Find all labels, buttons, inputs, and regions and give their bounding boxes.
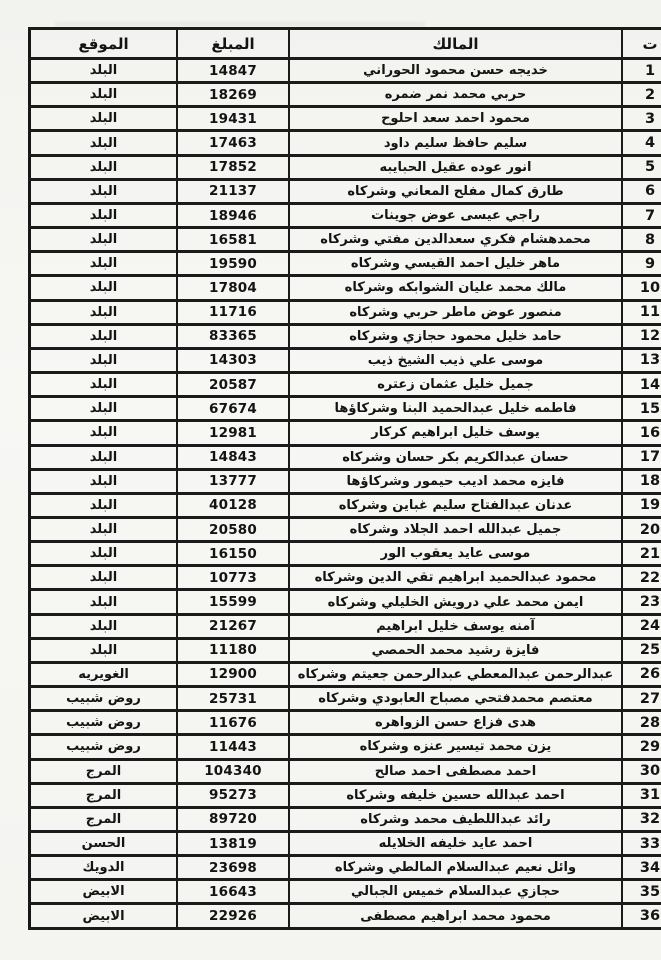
cell-owner: طارق كمال مفلح المعاني وشركاه — [289, 179, 622, 203]
cell-owner: فاطمه خليل عبدالحميد البنا وشركاؤها — [289, 397, 622, 421]
table-row — [30, 373, 661, 397]
table-row — [30, 300, 661, 324]
cell-index: 11 — [622, 300, 661, 324]
table-row — [30, 324, 661, 348]
table-row — [30, 904, 661, 929]
cell-amount: 17852 — [177, 155, 289, 179]
cell-location: الحسن — [30, 832, 178, 856]
table-row — [30, 687, 661, 711]
cell-index: 8 — [622, 228, 661, 252]
table-row — [30, 783, 661, 807]
cell-location: الدويك — [30, 856, 178, 880]
cell-index: 15 — [622, 397, 661, 421]
cell-location: روض شبيب — [30, 687, 178, 711]
cell-owner: جميل عبدالله احمد الجلاد وشركاه — [289, 517, 622, 541]
cell-amount: 89720 — [177, 807, 289, 831]
cell-location: المرج — [30, 783, 178, 807]
cell-owner: راجي عيسى عوض جوينات — [289, 203, 622, 227]
cell-owner: حامد خليل محمود حجازي وشركاه — [289, 324, 622, 348]
cell-amount: 17804 — [177, 276, 289, 300]
cell-amount: 14303 — [177, 348, 289, 372]
cell-amount: 40128 — [177, 493, 289, 517]
table-row — [30, 179, 661, 203]
cell-amount: 12981 — [177, 421, 289, 445]
cell-owner: سليم حافظ سليم داود — [289, 131, 622, 155]
cell-owner: عبدالرحمن عبدالمعطي عبدالرحمن جعيتم وشركاه — [289, 662, 622, 686]
cell-location: البلد — [30, 469, 178, 493]
header-location: الموقع — [30, 29, 178, 59]
cell-owner: حربي محمد نمر ضمره — [289, 83, 622, 107]
cell-amount: 19590 — [177, 252, 289, 276]
cell-location: البلد — [30, 252, 178, 276]
table-row — [30, 59, 661, 83]
cell-owner: رائد عبداللطيف محمد وشركاه — [289, 807, 622, 831]
cell-amount: 11180 — [177, 638, 289, 662]
table-row — [30, 807, 661, 831]
table-row — [30, 203, 661, 227]
cell-location: البلد — [30, 203, 178, 227]
table-row — [30, 517, 661, 541]
cell-amount: 104340 — [177, 759, 289, 783]
table-row — [30, 252, 661, 276]
cell-amount: 20587 — [177, 373, 289, 397]
cell-location: البلد — [30, 542, 178, 566]
cell-amount: 20580 — [177, 517, 289, 541]
cell-location: المرج — [30, 759, 178, 783]
cell-index: 22 — [622, 566, 661, 590]
cell-amount: 16643 — [177, 880, 289, 904]
cell-index: 35 — [622, 880, 661, 904]
cell-amount: 11716 — [177, 300, 289, 324]
cell-owner: خديجه حسن محمود الحوراني — [289, 59, 622, 83]
cell-index: 16 — [622, 421, 661, 445]
cell-index: 31 — [622, 783, 661, 807]
cell-location: البلد — [30, 131, 178, 155]
cell-owner: محمود عبدالحميد ابراهيم تقي الدين وشركاه — [289, 566, 622, 590]
cell-index: 36 — [622, 904, 661, 929]
cell-location: البلد — [30, 228, 178, 252]
cell-amount: 16150 — [177, 542, 289, 566]
table-row — [30, 131, 661, 155]
cell-owner: معتصم محمدفتحي مصباح العابودي وشركاه — [289, 687, 622, 711]
cell-index: 30 — [622, 759, 661, 783]
cell-amount: 16581 — [177, 228, 289, 252]
cell-index: 2 — [622, 83, 661, 107]
table-body — [30, 59, 661, 929]
header-owner: المالك — [289, 29, 622, 59]
cell-amount: 11443 — [177, 735, 289, 759]
cell-location: روض شبيب — [30, 711, 178, 735]
header-index: ت — [622, 29, 661, 59]
cell-amount: 67674 — [177, 397, 289, 421]
cell-index: 9 — [622, 252, 661, 276]
cell-owner: مالك محمد عليان الشوابكه وشركاه — [289, 276, 622, 300]
cell-owner: محمود محمد ابراهيم مصطفى — [289, 904, 622, 929]
table-row — [30, 832, 661, 856]
table-row — [30, 445, 661, 469]
cell-amount: 25731 — [177, 687, 289, 711]
cell-location: الابيض — [30, 904, 178, 929]
cell-owner: انور عوده عقيل الحبايبه — [289, 155, 622, 179]
cell-owner: جميل خليل عثمان زعتره — [289, 373, 622, 397]
table-row — [30, 107, 661, 131]
cell-index: 33 — [622, 832, 661, 856]
table-row — [30, 421, 661, 445]
cell-owner: آمنه يوسف خليل ابراهيم — [289, 614, 622, 638]
cell-index: 17 — [622, 445, 661, 469]
cell-location: البلد — [30, 107, 178, 131]
cell-owner: احمد عبدالله حسين خليفه وشركاه — [289, 783, 622, 807]
cell-index: 5 — [622, 155, 661, 179]
cell-index: 26 — [622, 662, 661, 686]
table-row — [30, 83, 661, 107]
cell-location: البلد — [30, 517, 178, 541]
header-row — [30, 29, 661, 59]
table-row — [30, 614, 661, 638]
cell-index: 10 — [622, 276, 661, 300]
cell-location: البلد — [30, 566, 178, 590]
table-row — [30, 469, 661, 493]
cell-owner: هدى فزاع حسن الزواهره — [289, 711, 622, 735]
cell-index: 19 — [622, 493, 661, 517]
cell-index: 24 — [622, 614, 661, 638]
cell-amount: 83365 — [177, 324, 289, 348]
cell-owner: يزن محمد تيسير عنزه وشركاه — [289, 735, 622, 759]
cell-index: 3 — [622, 107, 661, 131]
cell-amount: 21137 — [177, 179, 289, 203]
table-header — [30, 29, 661, 59]
cell-index: 18 — [622, 469, 661, 493]
cell-location: البلد — [30, 83, 178, 107]
cell-location: البلد — [30, 59, 178, 83]
scan-artifact — [55, 22, 425, 26]
cell-location: البلد — [30, 421, 178, 445]
cell-owner: محمدهشام فكري سعدالدين مفتي وشركاه — [289, 228, 622, 252]
cell-amount: 10773 — [177, 566, 289, 590]
cell-location: البلد — [30, 493, 178, 517]
cell-amount: 19431 — [177, 107, 289, 131]
cell-owner: ماهر خليل احمد القيسي وشركاه — [289, 252, 622, 276]
owners-table — [28, 27, 661, 930]
cell-owner: فايزة رشيد محمد الحمصي — [289, 638, 622, 662]
cell-amount: 21267 — [177, 614, 289, 638]
header-amount: المبلغ — [177, 29, 289, 59]
cell-location: البلد — [30, 373, 178, 397]
cell-location: المرج — [30, 807, 178, 831]
cell-amount: 14847 — [177, 59, 289, 83]
cell-location: البلد — [30, 445, 178, 469]
cell-owner: موسى عايد يعقوب الور — [289, 542, 622, 566]
cell-index: 34 — [622, 856, 661, 880]
table-row — [30, 276, 661, 300]
cell-amount: 17463 — [177, 131, 289, 155]
cell-amount: 22926 — [177, 904, 289, 929]
cell-index: 20 — [622, 517, 661, 541]
table-row — [30, 493, 661, 517]
cell-location: البلد — [30, 397, 178, 421]
cell-index: 28 — [622, 711, 661, 735]
cell-amount: 12900 — [177, 662, 289, 686]
cell-index: 25 — [622, 638, 661, 662]
cell-location: الغويريه — [30, 662, 178, 686]
cell-amount: 95273 — [177, 783, 289, 807]
cell-index: 29 — [622, 735, 661, 759]
cell-owner: احمد عايد خليفه الخلايله — [289, 832, 622, 856]
table-row — [30, 638, 661, 662]
cell-amount: 18946 — [177, 203, 289, 227]
cell-owner: فايزه محمد اديب حيمور وشركاؤها — [289, 469, 622, 493]
cell-location: البلد — [30, 324, 178, 348]
cell-location: الابيض — [30, 880, 178, 904]
cell-owner: منصور عوض ماطر حربي وشركاه — [289, 300, 622, 324]
cell-index: 14 — [622, 373, 661, 397]
cell-owner: ايمن محمد علي درويش الخليلي وشركاه — [289, 590, 622, 614]
table-row — [30, 711, 661, 735]
cell-amount: 13819 — [177, 832, 289, 856]
table-row — [30, 155, 661, 179]
cell-index: 23 — [622, 590, 661, 614]
table-row — [30, 662, 661, 686]
cell-location: البلد — [30, 614, 178, 638]
cell-owner: يوسف خليل ابراهيم كركار — [289, 421, 622, 445]
cell-location: البلد — [30, 638, 178, 662]
cell-amount: 18269 — [177, 83, 289, 107]
cell-index: 1 — [622, 59, 661, 83]
cell-index: 32 — [622, 807, 661, 831]
cell-location: البلد — [30, 155, 178, 179]
cell-location: البلد — [30, 348, 178, 372]
cell-owner: احمد مصطفى احمد صالح — [289, 759, 622, 783]
table-row — [30, 542, 661, 566]
table-row — [30, 397, 661, 421]
cell-owner: حسان عبدالكريم بكر حسان وشركاه — [289, 445, 622, 469]
table-row — [30, 348, 661, 372]
cell-location: البلد — [30, 590, 178, 614]
cell-owner: حجازي عبدالسلام خميس الجبالي — [289, 880, 622, 904]
cell-owner: موسى علي ذيب الشيخ ذيب — [289, 348, 622, 372]
cell-index: 12 — [622, 324, 661, 348]
cell-owner: وائل نعيم عبدالسلام المالطي وشركاه — [289, 856, 622, 880]
table-row — [30, 880, 661, 904]
cell-amount: 15599 — [177, 590, 289, 614]
cell-location: روض شبيب — [30, 735, 178, 759]
cell-index: 6 — [622, 179, 661, 203]
table-row — [30, 856, 661, 880]
table-row — [30, 228, 661, 252]
cell-location: البلد — [30, 179, 178, 203]
table-row — [30, 735, 661, 759]
table-row — [30, 590, 661, 614]
table-row — [30, 566, 661, 590]
cell-index: 27 — [622, 687, 661, 711]
cell-amount: 23698 — [177, 856, 289, 880]
cell-index: 7 — [622, 203, 661, 227]
cell-amount: 14843 — [177, 445, 289, 469]
cell-amount: 13777 — [177, 469, 289, 493]
cell-amount: 11676 — [177, 711, 289, 735]
cell-index: 4 — [622, 131, 661, 155]
cell-owner: محمود احمد سعد احلوح — [289, 107, 622, 131]
cell-index: 21 — [622, 542, 661, 566]
cell-owner: عدنان عبدالفتاح سليم غباين وشركاه — [289, 493, 622, 517]
table-row — [30, 759, 661, 783]
cell-location: البلد — [30, 300, 178, 324]
cell-location: البلد — [30, 276, 178, 300]
cell-index: 13 — [622, 348, 661, 372]
